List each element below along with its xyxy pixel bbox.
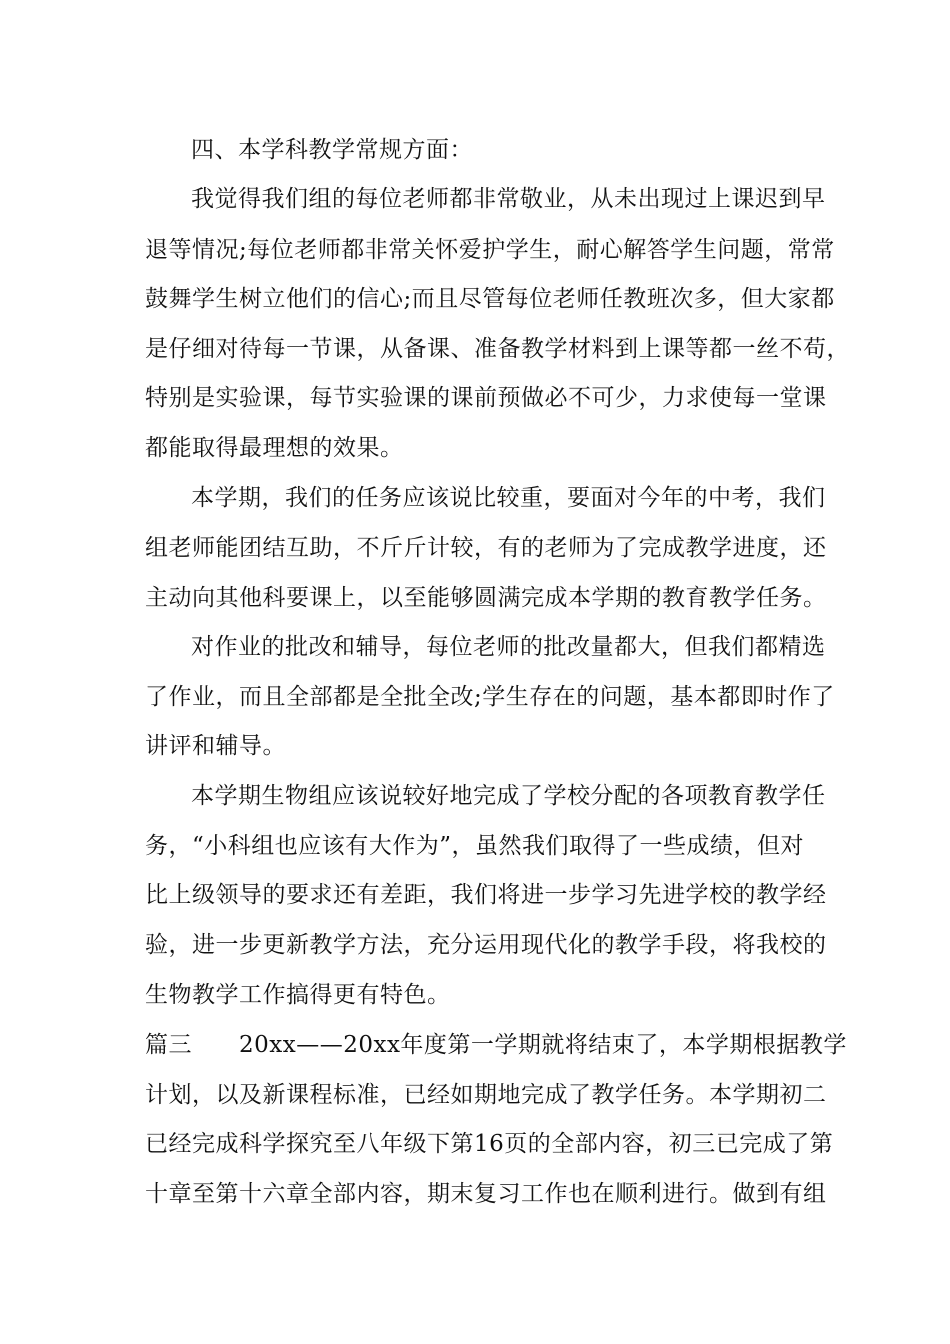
paragraph-line: 是仔细对待每一节课，从备课、准备教学材料到上课等都一丝不苟， [145,336,850,362]
paragraph-line: 鼓舞学生树立他们的信心;而且尽管每位老师任教班次多，但大家都 [145,286,835,312]
paragraph-line: 主动向其他科要课上，以至能够圆满完成本学期的教育教学任务。 [145,585,827,611]
section-start-line: 篇三 20xx——20xx年度第一学期就将结束了，本学期根据教学 [145,1032,847,1058]
paragraph-line: 已经完成科学探究至八年级下第16页的全部内容，初三已完成了第 [145,1131,834,1157]
section-heading: 四、本学科教学常规方面： [191,137,473,163]
paragraph-line: 计划，以及新课程标准，已经如期地完成了教学任务。本学期初二 [145,1082,827,1108]
paragraph-line: 我觉得我们组的每位老师都非常敬业，从未出现过上课迟到早 [191,186,826,212]
paragraph-line: 本学期生物组应该说较好地完成了学校分配的各项教育教学任 [191,783,826,809]
paragraph-line: 生物教学工作搞得更有特色。 [145,982,451,1008]
paragraph-line: 退等情况;每位老师都非常关怀爱护学生，耐心解答学生问题，常常 [145,237,835,263]
paragraph-line: 比上级领导的要求还有差距，我们将进一步学习先进学校的教学经 [145,882,827,908]
paragraph-line: 验，进一步更新教学方法，充分运用现代化的教学手段，将我校的 [145,932,827,958]
paragraph-line: 特别是实验课，每节实验课的课前预做必不可少，力求使每一堂课 [145,385,827,411]
paragraph-line: 组老师能团结互助，不斤斤计较，有的老师为了完成教学进度，还 [145,535,827,561]
paragraph-line: 讲评和辅导。 [145,733,286,759]
paragraph-line: 对作业的批改和辅导，每位老师的批改量都大，但我们都精选 [191,634,826,660]
paragraph-line: 都能取得最理想的效果。 [145,435,404,461]
paragraph-line: 了作业，而且全部都是全批全改;学生存在的问题，基本都即时作了 [145,684,835,710]
paragraph-line: 本学期，我们的任务应该说比较重，要面对今年的中考，我们 [191,485,826,511]
paragraph-line: 十章至第十六章全部内容，期末复习工作也在顺利进行。做到有组 [145,1181,827,1207]
paragraph-line: 务，“小科组也应该有大作为”，虽然我们取得了一些成绩，但对 [145,833,805,859]
